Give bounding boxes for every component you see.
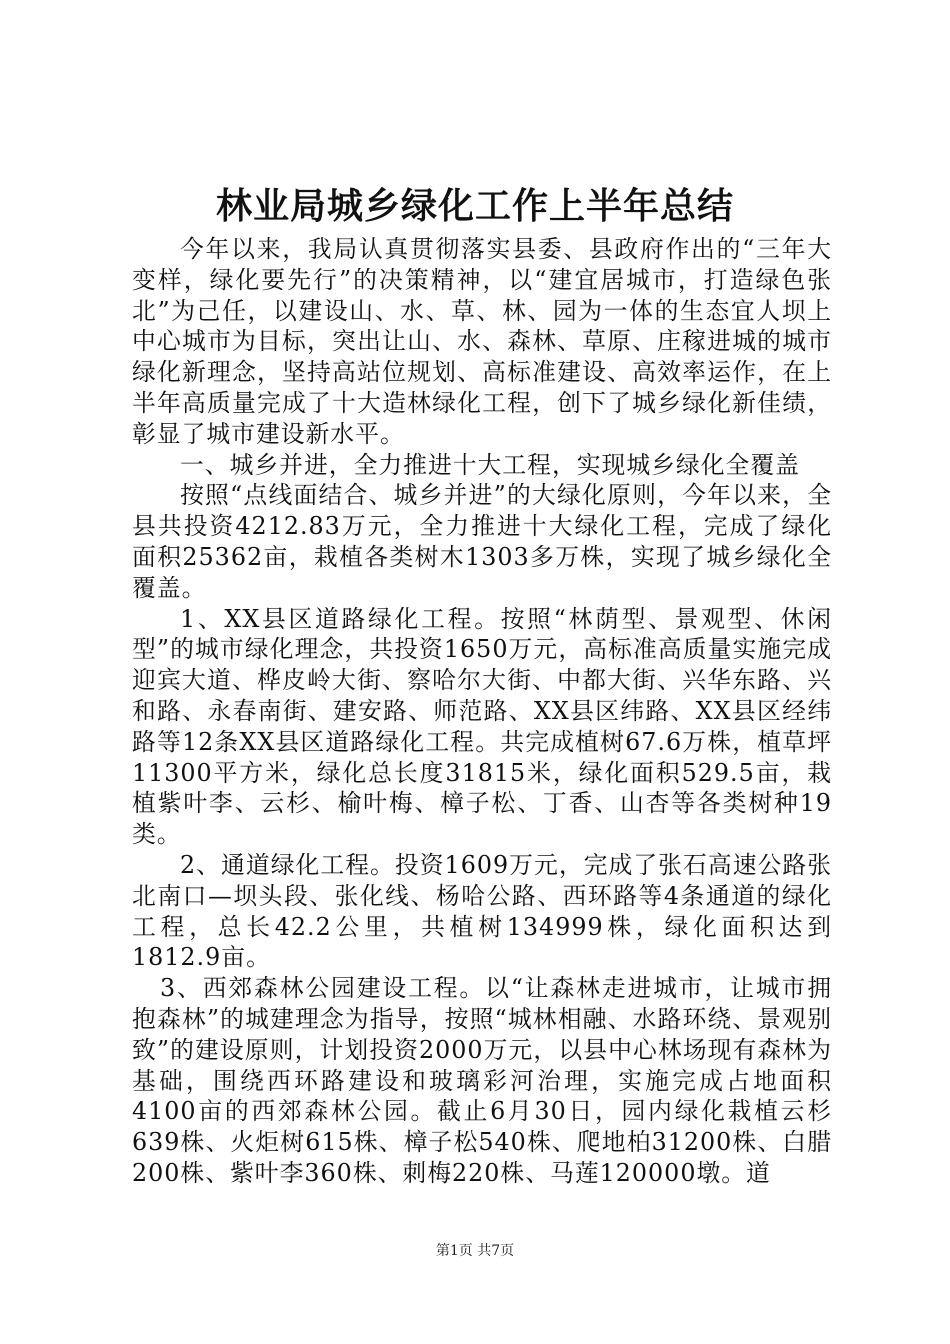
item-2-paragraph: 2、通道绿化工程。投资1609万元，完成了张石高速公路张北南口—坝头段、张化线、杨哈公路、西环路等4条通道的绿化工程，总长42.2公里，共植树134999株，绿化面积达到1812.9亩。 — [132, 850, 832, 972]
item-1-paragraph: 1、XX县区道路绿化工程。按照“林荫型、景观型、休闲型”的城市绿化理念，共投资1650万元，高标准高质量实施完成迎宾大道、桦皮岭大街、察哈尔大街、中都大街、兴华东路、兴和路、永春南街、建安路、师范路、XX县区纬路、XX县区经纬路等12条XX县区道路绿化工程。共完成植树67.6万株，植草坪11300平方米，绿化总长度31815米，绿化面积529.5亩，栽植紫叶李、云杉、榆叶梅、樟子松、丁香、山杏等各类树种19类。 — [132, 604, 832, 849]
intro-paragraph: 今年以来，我局认真贯彻落实县委、县政府作出的“三年大变样，绿化要先行”的决策精神，以“建宜居城市，打造绿色张北”为己任，以建设山、水、草、林、园为一体的生态宜人坝上中心城市为目标，突出让山、水、森林、草原、庄稼进城的城市绿化新理念，坚持高站位规划、高标准建设、高效率运作，在上半年高质量完成了十大造林绿化工程，创下了城乡绿化新佳绩，彰显了城市建设新水平。 — [132, 235, 832, 448]
page-footer: 第1页 共7页 — [435, 1243, 515, 1259]
document-body — [132, 234, 832, 1189]
section-summary-paragraph: 按照“点线面结合、城乡并进”的大绿化原则，今年以来，全县共投资4212.83万元，全力推进十大绿化工程，完成了绿化面积25362亩，栽植各类树木1303多万株，实现了城乡绿化全覆盖。 — [132, 481, 832, 602]
section-heading: 一、城乡并进，全力推进十大工程，实现城乡绿化全覆盖 — [180, 450, 800, 479]
document-title: 林业局城乡绿化工作上半年总结 — [215, 186, 734, 227]
item-3-paragraph: 3、西郊森林公园建设工程。以“让森林走进城市，让城市拥抱森林”的城建理念为指导，按照“城林相融、水路环绕、景观别致”的建设原则，计划投资2000万元，以县中心林场现有森林为基础，围绕西环路建设和玻璃彩河治理，实施完成占地面积4100亩的西郊森林公园。截止6月30日，园内绿化栽植云杉639株、火炬树615株、樟子松540株、爬地柏31200株、白腊200株、紫叶李360株、刺梅220株、马莲120000墩。道 — [132, 974, 832, 1187]
